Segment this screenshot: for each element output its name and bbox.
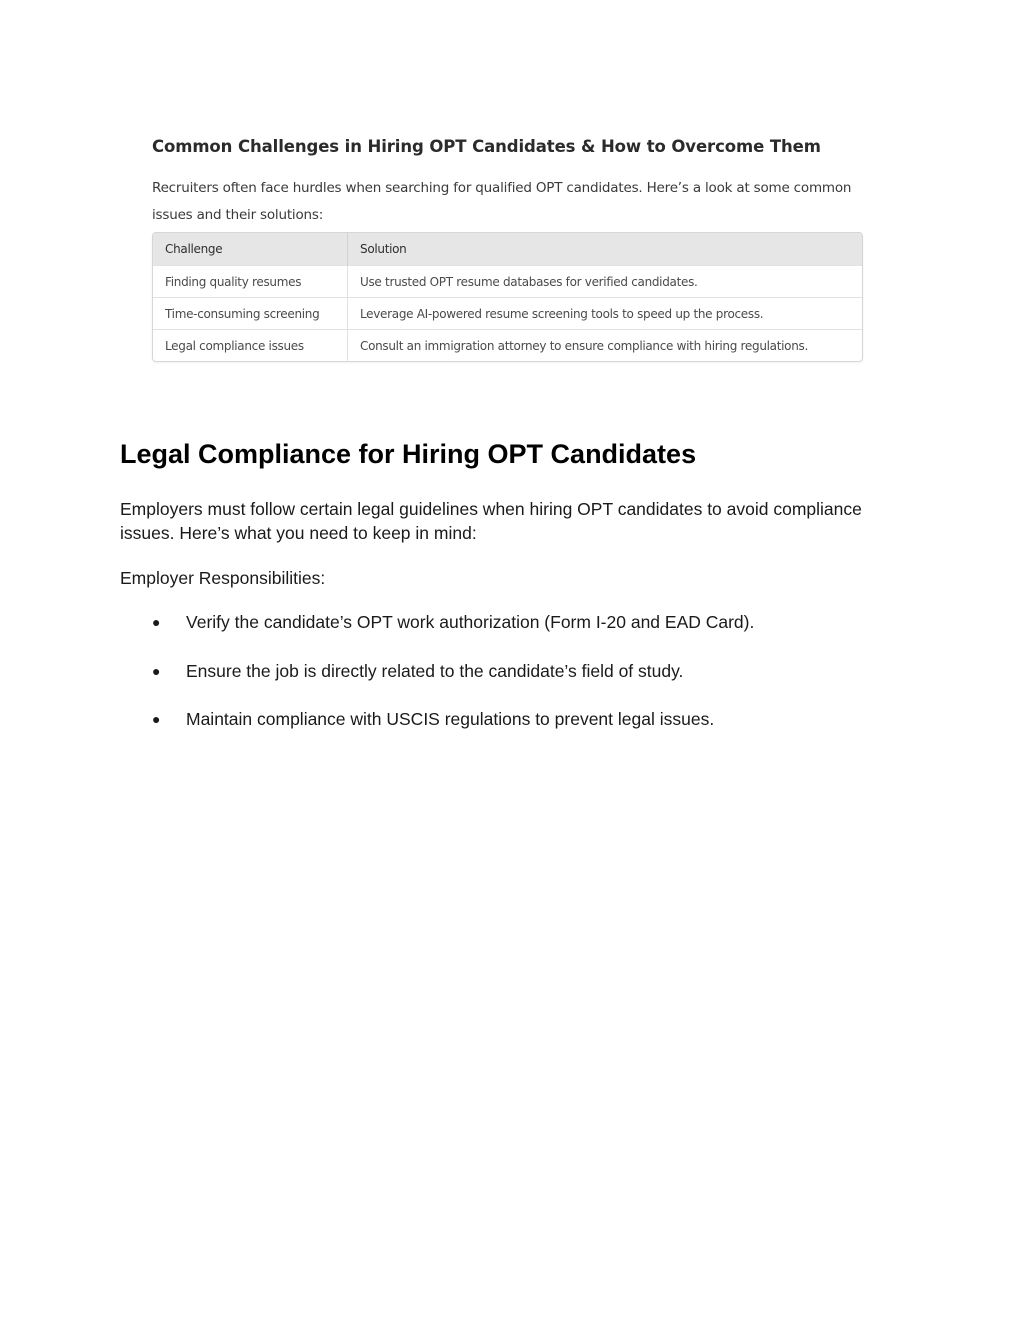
table-cell-solution: Consult an immigration attorney to ensure compliance with hiring regulations. (348, 330, 863, 362)
table-cell-challenge: Finding quality resumes (153, 266, 348, 298)
list-item-text: Verify the candidate’s OPT work authorization (Form I-20 and EAD Card). (186, 612, 755, 632)
table-row (153, 298, 862, 330)
embedded-table-image (142, 124, 872, 374)
list-item (120, 707, 940, 731)
list-item-text: Ensure the job is directly related to the candidate’s field of study. (186, 660, 684, 681)
challenges-table (152, 232, 863, 362)
table-cell-challenge: Time-consuming screening (153, 298, 348, 330)
table-row (153, 330, 862, 362)
bullet-icon: ● (152, 614, 161, 630)
list-item (120, 610, 940, 634)
table-header-row (153, 233, 862, 266)
table-header-solution: Solution (348, 233, 863, 266)
table-cell-challenge: Legal compliance issues (153, 330, 348, 362)
table-row (153, 266, 862, 298)
list-item-text: Maintain compliance with USCIS regulations to prevent legal issues. (186, 709, 715, 729)
table-cell-solution: Leverage AI-powered resume screening tools to speed up the process. (348, 298, 863, 330)
bullet-icon: ● (152, 662, 161, 679)
responsibilities-label: Employer Responsibilities: (120, 568, 326, 588)
embedded-intro-text: Recruiters often face hurdles when searching for qualified OPT candidates. Here’s a look at some common issues and their solutions: (152, 180, 852, 223)
table-header-challenge: Challenge (153, 233, 348, 266)
table-cell-solution: Use trusted OPT resume databases for verified candidates. (348, 266, 863, 298)
list-item (120, 659, 940, 683)
responsibilities-list (120, 610, 940, 756)
bullet-icon: ● (152, 711, 161, 727)
section-heading: Legal Compliance for Hiring OPT Candidates (120, 439, 697, 469)
embedded-title: Common Challenges in Hiring OPT Candidates & How to Overcome Them (152, 137, 821, 156)
intro-paragraph: Employers must follow certain legal guidelines when hiring OPT candidates to avoid compliance issues. Here’s what you need to keep in mind: (120, 499, 862, 543)
